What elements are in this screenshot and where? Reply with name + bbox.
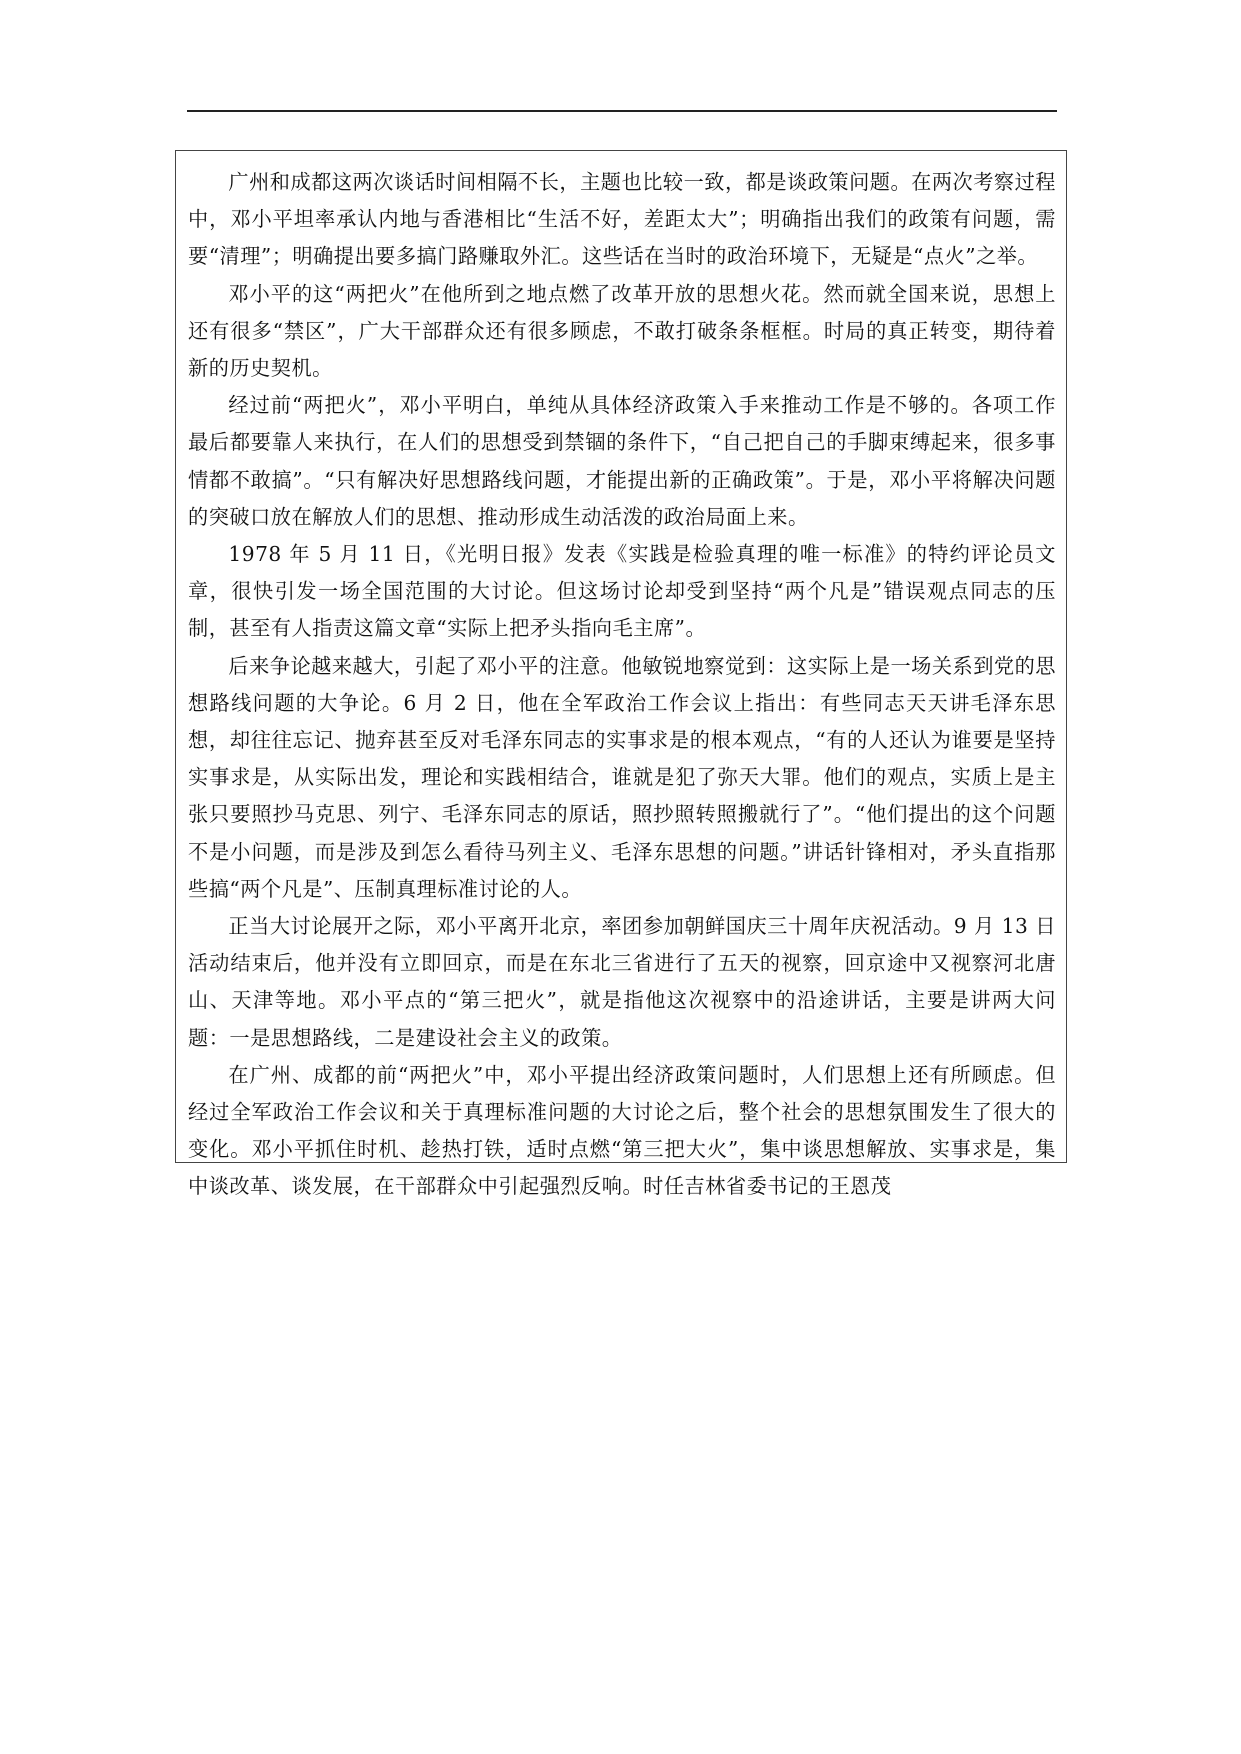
header-rule	[187, 110, 1057, 112]
paragraph: 后来争论越来越大，引起了邓小平的注意。他敏锐地察觉到：这实际上是一场关系到党的思想路线问题的大争论。6 月 2 日，他在全军政治工作会议上指出：有些同志天天讲毛泽东思想，却往往忘记、抛弃甚至反对毛泽东同志的实事求是的根本观点，“有的人还认为谁要是坚持实事求是，从实际出发，理论和实践相结合，谁就是犯了弥天大罪。他们的观点，实质上是主张只要照抄马克思、列宁、毛泽东同志的原话，照抄照转照搬就行了”。“他们提出的这个问题不是小问题，而是涉及到怎么看待马列主义、毛泽东思想的问题。”讲话针锋相对，矛头直指那些搞“两个凡是”、压制真理标准讨论的人。	[188, 653, 1056, 901]
paragraph: 经过前“两把火”，邓小平明白，单纯从具体经济政策入手来推动工作是不够的。各项工作最后都要靠人来执行，在人们的思想受到禁锢的条件下，“自己把自己的手脚束缚起来，很多事情都不敢搞”。“只有解决好思想路线问题，才能提出新的正确政策”。于是，邓小平将解决问题的突破口放在解放人们的思想、推动形成生动活泼的政治局面上来。	[188, 393, 1056, 529]
paragraph: 正当大讨论展开之际，邓小平离开北京，率团参加朝鲜国庆三十周年庆祝活动。9 月 13 日活动结束后，他并没有立即回京，而是在东北三省进行了五天的视察，回京途中又视察河北唐山、天津等地。邓小平点的“第三把火”，就是指他这次视察中的沿途讲话，主要是讲两大问题：一是思想路线，二是建设社会主义的政策。	[188, 914, 1056, 1050]
content-box	[175, 150, 1067, 1199]
article-body	[188, 164, 1056, 1206]
paragraph: 广州和成都这两次谈话时间相隔不长，主题也比较一致，都是谈政策问题。在两次考察过程中，邓小平坦率承认内地与香港相比“生活不好，差距太大”；明确指出我们的政策有问题，需要“清理”；明确提出要多搞门路赚取外汇。这些话在当时的政治环境下，无疑是“点火”之举。	[188, 170, 1056, 269]
paragraph: 1978 年 5 月 11 日，《光明日报》发表《实践是检验真理的唯一标准》的特约评论员文章，很快引发一场全国范围的大讨论。但这场讨论却受到坚持“两个凡是”错误观点同志的压制，甚至有人指责这篇文章“实际上把矛头指向毛主席”。	[188, 542, 1056, 641]
paragraph: 在广州、成都的前“两把火”中，邓小平提出经济政策问题时，人们思想上还有所顾虑。但经过全军政治工作会议和关于真理标准问题的大讨论之后，整个社会的思想氛围发生了很大的变化。邓小平抓住时机、趁热打铁，适时点燃“第三把大火”，集中谈思想解放、实事求是，集中谈改革、谈发展，在干部群众中引起强烈反响。时任吉林省委书记的王恩茂	[188, 1062, 1056, 1199]
paragraph: 邓小平的这“两把火”在他所到之地点燃了改革开放的思想火花。然而就全国来说，思想上还有很多“禁区”，广大干部群众还有很多顾虑，不敢打破条条框框。时局的真正转变，期待着新的历史契机。	[188, 281, 1056, 381]
